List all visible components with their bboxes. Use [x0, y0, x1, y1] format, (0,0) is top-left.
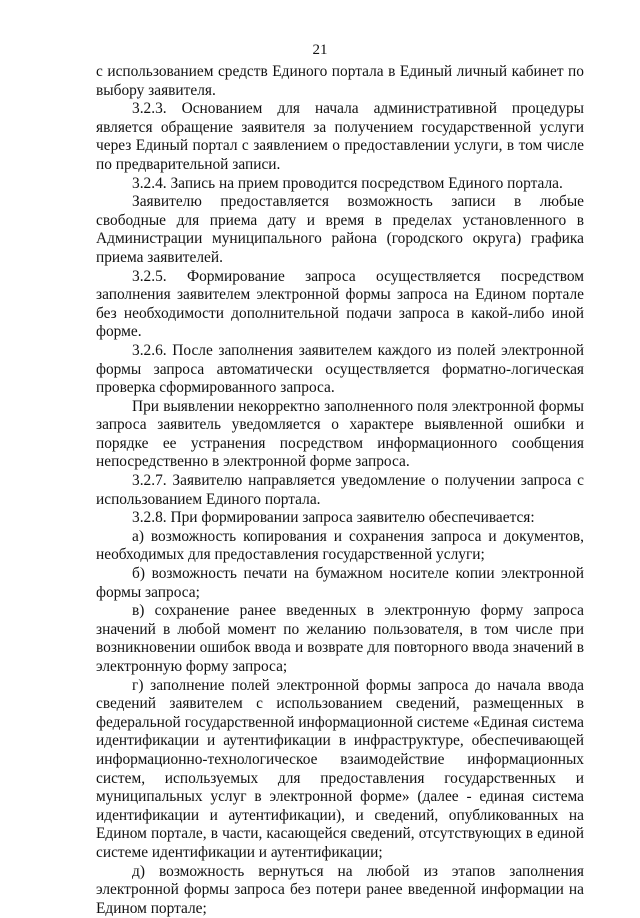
document-body — [96, 63, 584, 918]
list-item-v: в) сохранение ранее введенных в электронную форму запроса значений в любой момент по желанию пользователя, в том числе при возникновении ошибок ввода и возврате для повторного ввода значений в электронную форму запроса; — [96, 602, 584, 675]
page-number: 21 — [312, 42, 328, 58]
paragraph-3-2-4: 3.2.4. Запись на прием проводится посредством Единого портала. — [132, 174, 563, 192]
paragraph-continuation: с использованием средств Единого портала в Единый личный кабинет по выбору заявителя. — [96, 63, 584, 99]
paragraph-3-2-3: 3.2.3. Основанием для начала административной процедуры является обращение заявителя за получением государственной услуги через Единый портал с заявлением о предоставлении услуги, в том числе по предварительной записи. — [96, 100, 584, 173]
list-item-g: г) заполнение полей электронной формы запроса до начала ввода сведений заявителем с использованием сведений, размещенных в федеральной государственной информационной системе «Единая система идентификации и аутентификации в инфраструктуре, обеспечивающей информационно-технологическое взаимодействие информационных систем, используемых для предоставления государственных и муниципальных услуг в электронной форме» (далее - единая система идентификации и аутентификации), и сведений, опубликованных на Едином портале, в части, касающейся сведений, отсутствующих в единой системе идентификации и аутентификации; — [96, 676, 584, 861]
paragraph-appointment-details: Заявителю предоставляется возможность записи в любые свободные для приема дату и время в пределах установленного в Администрации муниципального района (городского округа) графика приема заявителей. — [96, 193, 584, 266]
list-item-b: б) возможность печати на бумажном носителе копии электронной формы запроса; — [96, 565, 584, 601]
paragraph-3-2-8: 3.2.8. При формировании запроса заявителю обеспечивается: — [132, 509, 535, 527]
paragraph-3-2-5: 3.2.5. Формирование запроса осуществляется посредством заполнения заявителем электронной формы запроса на Едином портале без необходимости дополнительной подачи запроса в какой-либо иной форме. — [96, 267, 584, 341]
paragraph-3-2-7: 3.2.7. Заявителю направляется уведомление о получении запроса с использованием Единого портала. — [96, 472, 584, 508]
paragraph-3-2-6: 3.2.6. После заполнения заявителем каждого из полей электронной формы запроса автоматически осуществляется форматно-логическая проверка сформированного запроса. — [96, 341, 584, 397]
list-item-a: а) возможность копирования и сохранения запроса и документов, необходимых для предоставления государственной услуги; — [96, 527, 584, 564]
paragraph-error-notification: При выявлении некорректно заполненного поля электронной формы запроса заявитель уведомляется о характере выявленной ошибки и порядке ее устранения посредством информационного сообщения непосредственно в электронной форме запроса. — [96, 397, 584, 471]
list-item-d: д) возможность вернуться на любой из этапов заполнения электронной формы запроса без потери ранее введенной информации на Едином портале; — [96, 862, 584, 917]
